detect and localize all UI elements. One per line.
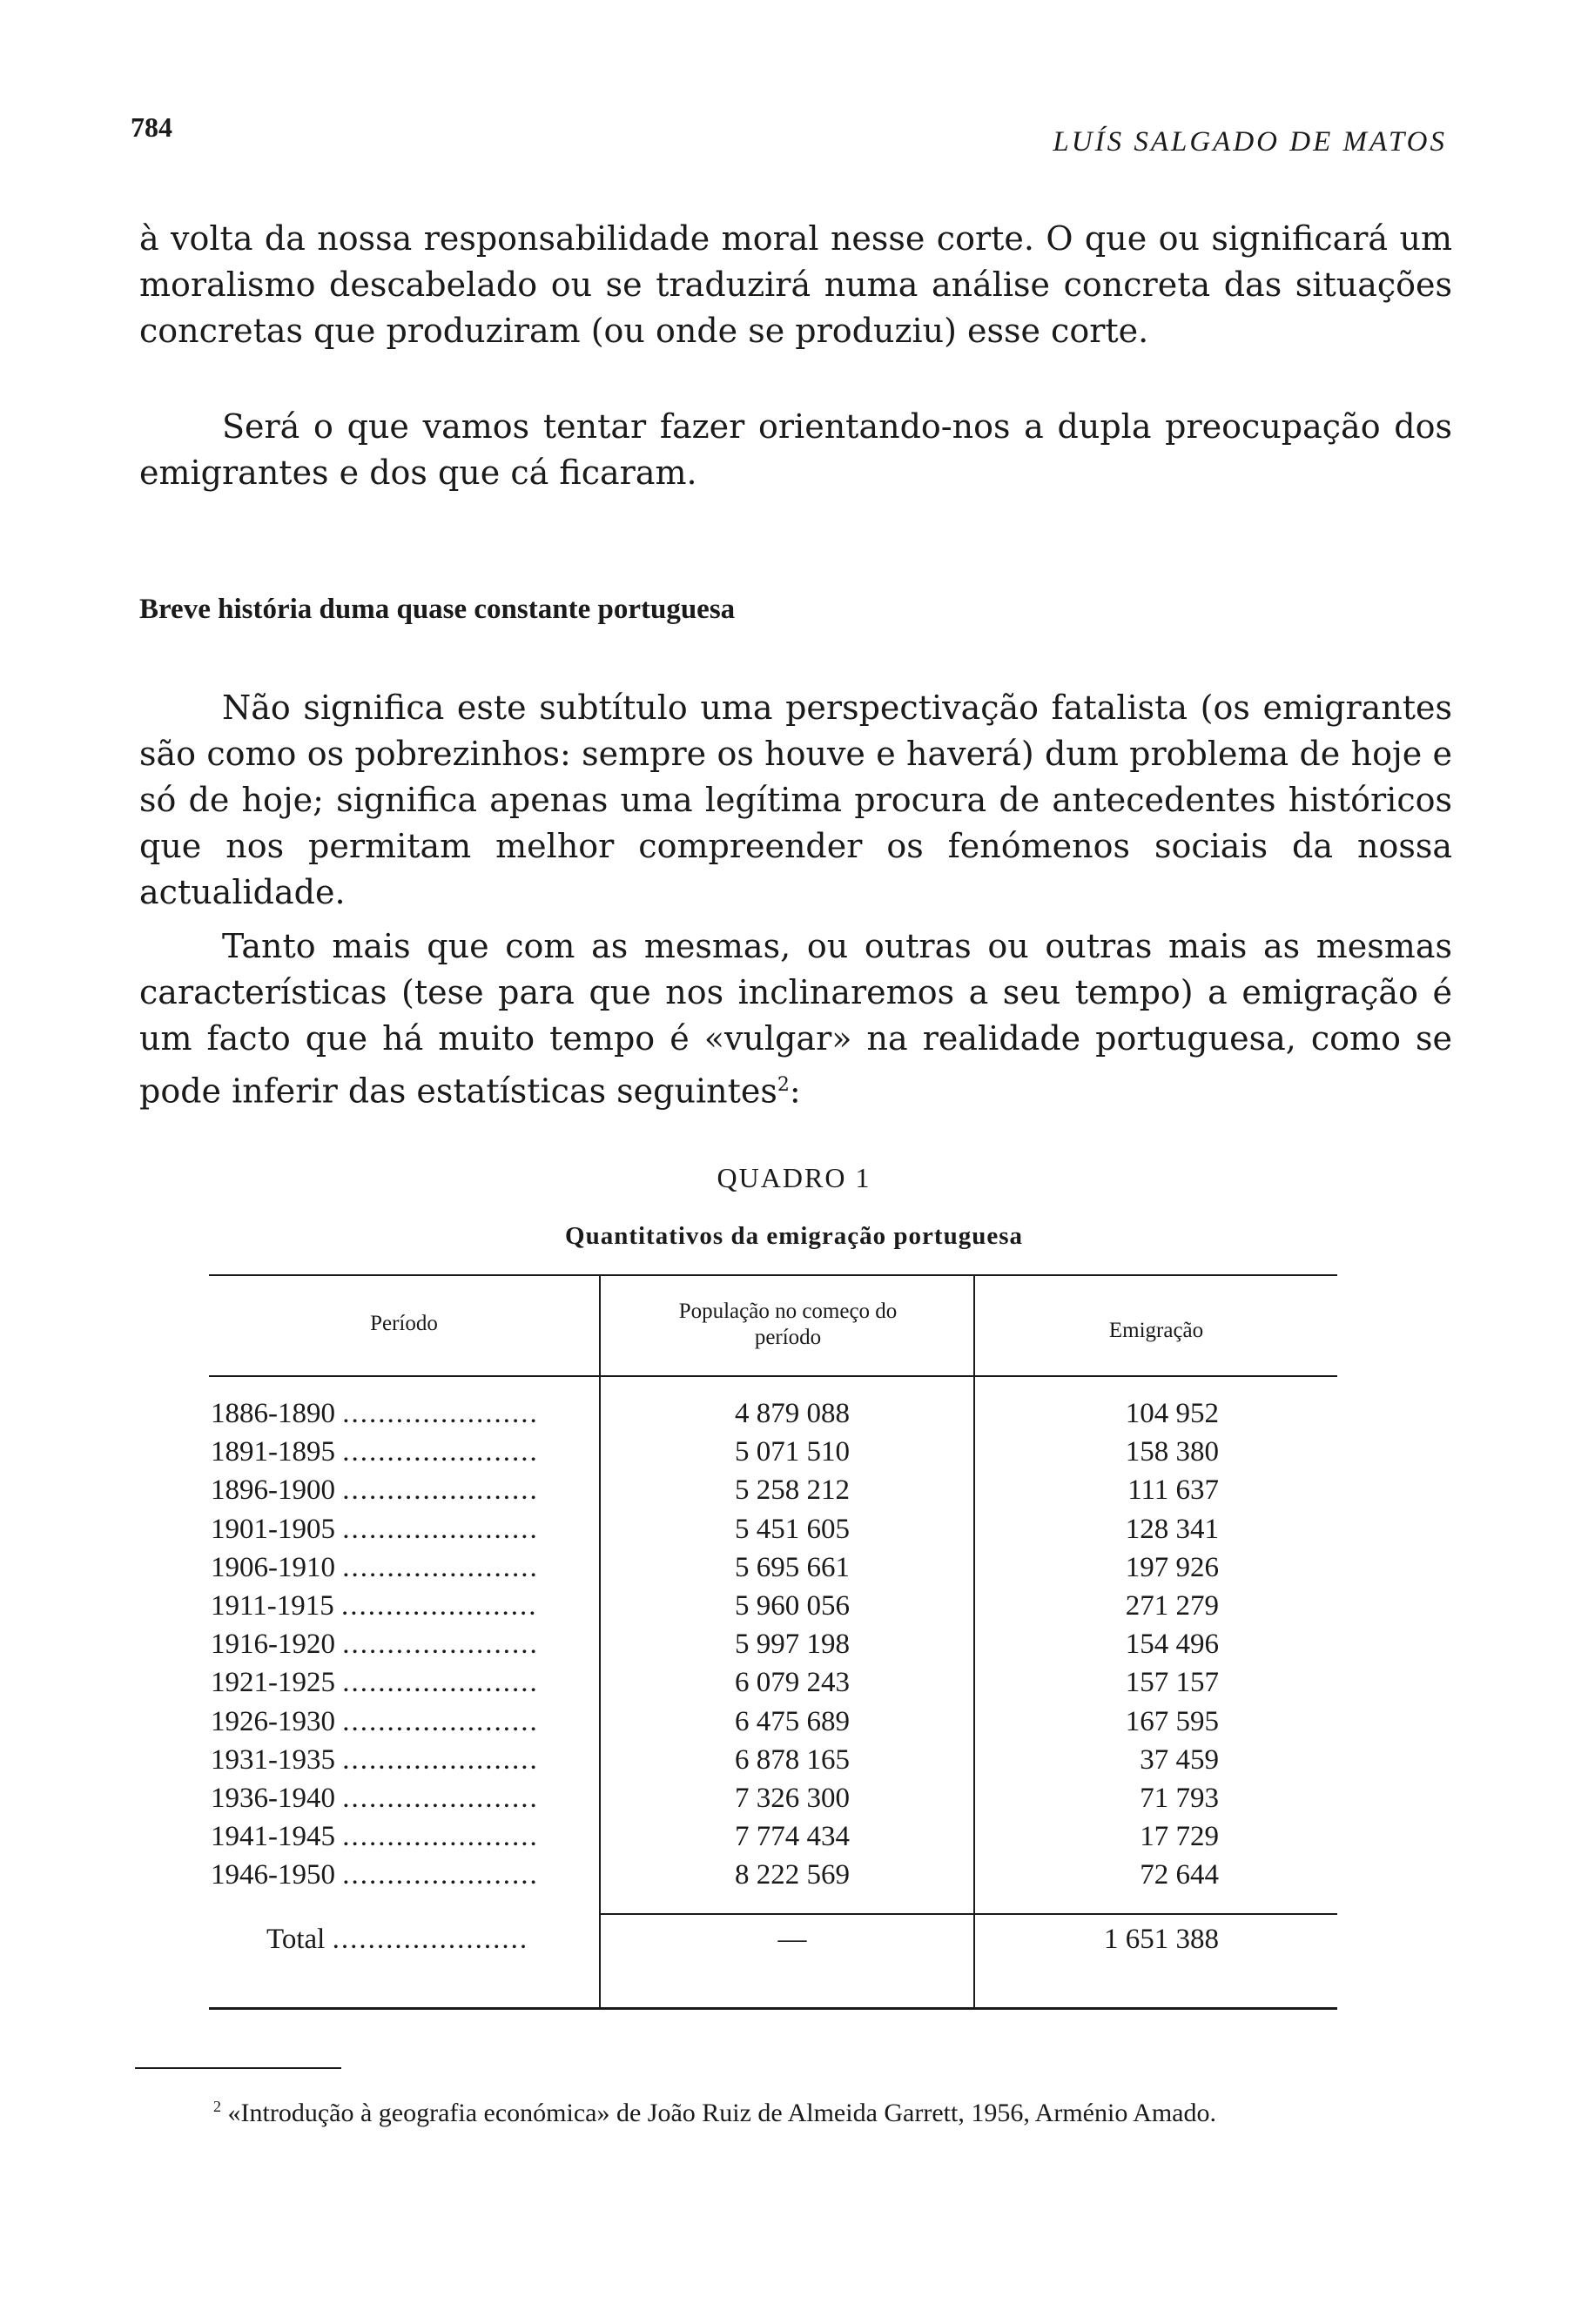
- period-cell: [211, 1663, 585, 1702]
- total-leader: ......................: [332, 1924, 529, 1955]
- table-title: Quantitativos da emigração portuguesa: [565, 1222, 1023, 1250]
- total-label-cell: [266, 1920, 585, 1958]
- period-label: 1886-1890: [211, 1398, 335, 1429]
- period-cell: [211, 1548, 585, 1587]
- period-leader: ......................: [342, 1436, 539, 1468]
- period-label: 1946-1950: [211, 1859, 335, 1891]
- paragraph-4-end: :: [789, 1071, 801, 1111]
- period-label: 1926-1930: [211, 1706, 335, 1737]
- population-cell: 6 475 689: [735, 1706, 850, 1737]
- table-top-rule: [209, 1274, 1337, 1276]
- period-label: 1901-1905: [211, 1514, 335, 1545]
- period-cell: [211, 1856, 585, 1894]
- header-population: População no começo do período: [678, 1300, 898, 1349]
- footnote: [135, 2087, 1450, 2133]
- emigration-cell: 154 496: [1125, 1629, 1219, 1660]
- footnote-rule: [135, 2067, 341, 2069]
- period-cell: [211, 1703, 585, 1741]
- emigration-cell: 37 459: [1140, 1744, 1219, 1776]
- page-number: 784: [131, 111, 172, 143]
- emigration-cell: 104 952: [1125, 1398, 1219, 1429]
- table-divider-1: [599, 1276, 601, 2007]
- emigration-cell: 197 926: [1125, 1552, 1219, 1583]
- running-head: LUÍS SALGADO DE MATOS: [1053, 126, 1447, 158]
- emigration-cell: 111 637: [1127, 1474, 1219, 1506]
- period-label: 1941-1945: [211, 1821, 335, 1852]
- paragraph-1: à volta da nossa responsabilidade moral nesse corte. O que ou significará um moralismo descabelado ou se traduzirá numa análise concreta das situações concretas que produziram (ou onde se produziu) esse corte.: [139, 219, 1452, 350]
- period-cell: [211, 1394, 585, 1433]
- header-period: Período: [370, 1312, 438, 1335]
- total-emigration: 1 651 388: [1104, 1924, 1219, 1955]
- period-label: 1916-1920: [211, 1629, 335, 1660]
- period-label: 1891-1895: [211, 1436, 335, 1468]
- period-leader: ......................: [342, 1552, 539, 1583]
- period-leader: ......................: [342, 1514, 539, 1545]
- period-label: 1906-1910: [211, 1552, 335, 1583]
- population-cell: 5 960 056: [735, 1590, 850, 1622]
- population-cell: 5 695 661: [735, 1552, 850, 1583]
- population-cell: 8 222 569: [735, 1859, 850, 1891]
- emigration-cell: 167 595: [1125, 1706, 1219, 1737]
- emigration-cell: 128 341: [1125, 1514, 1219, 1545]
- period-label: 1911-1915: [211, 1590, 334, 1622]
- period-cell: [211, 1471, 585, 1509]
- period-cell: [211, 1625, 585, 1663]
- period-leader: ......................: [342, 1398, 539, 1429]
- emigration-cell: 71 793: [1140, 1783, 1219, 1814]
- paragraph-3: Não significa este subtítulo uma perspectivação fatalista (os emigrantes são como os pobrezinhos: sempre os houve e haverá) dum problema de hoje e só de hoje; significa apenas uma legítima procura de antecedentes históricos que nos permitam melhor compreender os fenómenos sociais da nossa actualidade.: [139, 688, 1452, 911]
- period-cell: [211, 1741, 585, 1779]
- period-leader: ......................: [342, 1667, 539, 1698]
- emigration-cell: 72 644: [1140, 1859, 1219, 1891]
- population-cell: 5 071 510: [735, 1436, 850, 1468]
- table-total-rule: [601, 1913, 1337, 1915]
- emigration-cell: 157 157: [1125, 1667, 1219, 1698]
- period-label: 1921-1925: [211, 1667, 335, 1698]
- total-population: —: [777, 1924, 807, 1955]
- period-leader: ......................: [342, 1474, 539, 1506]
- period-label: 1896-1900: [211, 1474, 335, 1506]
- table-label: QUADRO 1: [717, 1162, 871, 1193]
- period-leader: ......................: [342, 1859, 539, 1891]
- period-label: 1931-1935: [211, 1744, 335, 1776]
- emigration-cell: 158 380: [1125, 1436, 1219, 1468]
- footnote-marker: 2: [213, 2098, 221, 2115]
- period-cell: [211, 1779, 585, 1817]
- section-title: Breve história duma quase constante portuguesa: [139, 594, 736, 625]
- paragraph-2: Será o que vamos tentar fazer orientando-nos a dupla preocupação dos emigrantes e dos que cá ficaram.: [139, 407, 1452, 492]
- period-cell: [211, 1433, 585, 1471]
- footnote-text: «Introdução à geografia económica» de João Ruiz de Almeida Garrett, 1956, Arménio Amado.: [227, 2099, 1216, 2127]
- population-cell: 6 878 165: [735, 1744, 850, 1776]
- period-leader: ......................: [342, 1629, 539, 1660]
- emigration-cell: 17 729: [1140, 1821, 1219, 1852]
- period-cell: [211, 1510, 585, 1548]
- population-cell: 7 774 434: [735, 1821, 850, 1852]
- table-bottom-rule: [209, 2007, 1337, 2010]
- period-leader: ......................: [342, 1783, 539, 1814]
- period-leader: ......................: [342, 1821, 539, 1852]
- header-emigration: Emigração: [1108, 1319, 1204, 1342]
- paragraph-4: [139, 924, 1452, 1115]
- table-header-rule: [209, 1375, 1337, 1377]
- population-cell: 5 258 212: [735, 1474, 850, 1506]
- paragraph-4-text: Tanto mais que com as mesmas, ou outras ou outras mais as mesmas características (tese para que nos inclinaremos a seu tempo) a emigração é um facto que há muito tempo é «vulgar» na realidade portuguesa, como se pode inferir das estatísticas seguintes: [139, 927, 1452, 1111]
- period-leader: ......................: [342, 1744, 539, 1776]
- population-cell: 4 879 088: [735, 1398, 850, 1429]
- population-cell: 7 326 300: [735, 1783, 850, 1814]
- population-cell: 5 997 198: [735, 1629, 850, 1660]
- emigration-cell: 271 279: [1125, 1590, 1219, 1622]
- period-label: 1936-1940: [211, 1783, 335, 1814]
- footnote-reference: 2: [777, 1074, 790, 1096]
- population-cell: 6 079 243: [735, 1667, 850, 1698]
- period-leader: ......................: [342, 1706, 539, 1737]
- period-cell: [211, 1587, 585, 1625]
- population-cell: 5 451 605: [735, 1514, 850, 1545]
- total-label: Total: [266, 1924, 326, 1955]
- period-leader: ......................: [341, 1590, 538, 1622]
- period-cell: [211, 1817, 585, 1856]
